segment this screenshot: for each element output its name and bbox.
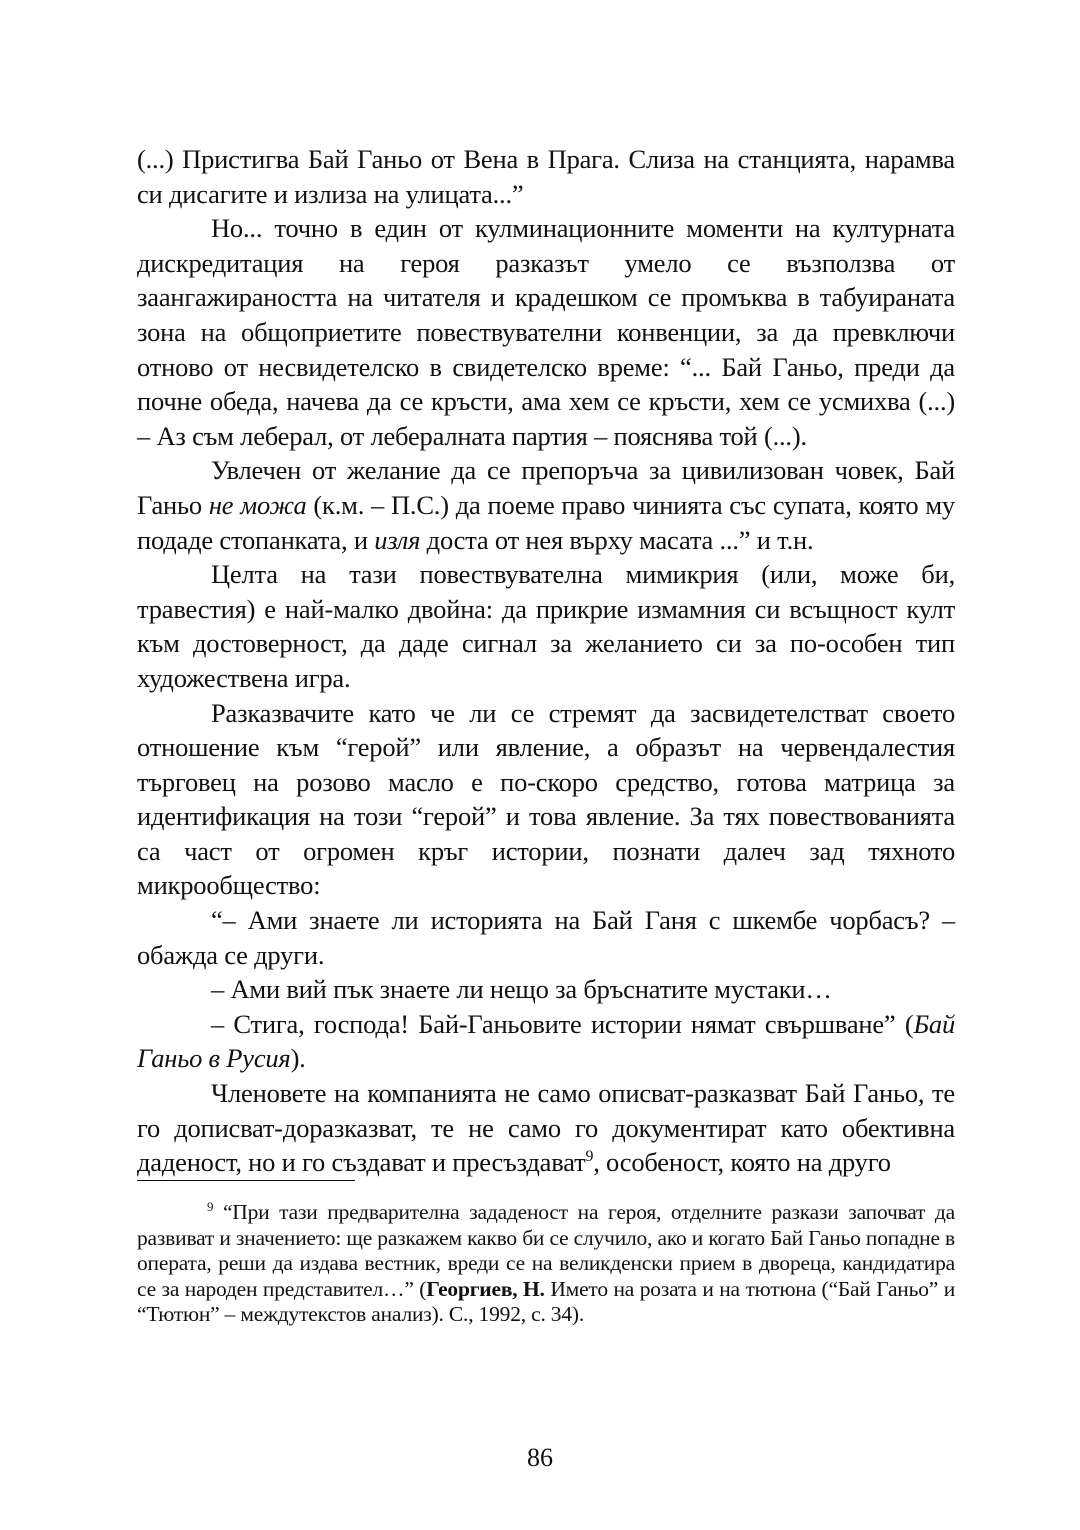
footnote-separator (137, 1180, 355, 1181)
emphasis-text: не можа (208, 489, 307, 520)
text-run: , особеност, която на друго (593, 1147, 891, 1178)
paragraph (137, 972, 955, 1007)
text-run: ). (290, 1043, 306, 1074)
footnote-marker: 9 (207, 1199, 214, 1214)
text-run: Името на розата и на тютюна (“Бай Ганьо” и “Тютюн” – междутекстов анализ). С., 1992, с. 34). (137, 1276, 956, 1326)
text-run: “– Ами знаете ли историята на Бай Ганя с шкембе чорбасъ? – обажда се други. (137, 905, 955, 970)
text-run: Членовете на компанията не само описват-разказват Бай Ганьо, те го дописват-доразказват, те не само го документират като обективна даденост, но и го създават и пресъздават (137, 1078, 955, 1178)
emphasis-text: Бай Ганьо в Русия (137, 1008, 955, 1074)
text-run: Но... точно в един от кулминационните моменти на културната дискредитация на героя разказът умело се възползва от заангажираността на читателя и крадешком се промъква в табуираната зона на общоприетите повествувателни конвенции, за да превключи отново от несвидетелско в свидетелско време: “... Бай Ганьо, преди да почне обеда, начева да се кръсти, ама хем се кръсти, хем се усмихва (...) – Аз съм леберал, от лебералната партия – пояснява той (...). (137, 213, 955, 451)
text-run: – Стига, господа! Бай-Ганьовите истории нямат свършване” ( (211, 1008, 914, 1039)
main-text (137, 142, 955, 1180)
paragraph (137, 453, 955, 557)
text-run: “При тази предварителна зададеност на героя, отделните разкази започват да развиват и значението: ще разкажем какво би се случило, ако и когато Бай Ганьо попадне в операта, реши да издава вестник, вреди се на великденски прием в двореца, кандидатира се за народен представител…” ( (137, 1200, 955, 1301)
paragraph (137, 557, 955, 695)
text-run: Целта на тази повествувателна мимикрия (или, може би, травестия) е най-малко двойна: да прикрие измамния си всъщност култ към достоверност, да даде сигнал за желанието си за по-особен тип художествена игра. (137, 559, 955, 693)
paragraph (137, 1076, 955, 1180)
paragraph (137, 696, 955, 904)
text-run: (к.м. – П.С.) да поеме право чинията със супата, която му подаде стопанката, и (137, 489, 955, 555)
text-run: доста от нея върху масата ...” и т.н. (420, 524, 814, 555)
footnote-text (137, 1200, 955, 1328)
text-run: – Ами вий пък знаете ли нещо за бръснатите мустаки… (211, 974, 832, 1005)
bold-text: Георгиев, Н. (426, 1276, 545, 1301)
footnote (137, 1200, 955, 1328)
text-run: Увлечен от желание да се препоръча за цивилизован човек, Бай Ганьо (137, 455, 955, 520)
paragraph (137, 1007, 955, 1076)
page-number: 86 (527, 1443, 553, 1472)
paragraph (137, 211, 955, 453)
text-run: (...) Пристигва Бай Ганьо от Вена в Прага. Слиза на станцията, нарамва си дисагите и излиза на улицата...” (137, 144, 955, 209)
footnote-marker: 9 (585, 1148, 594, 1166)
paragraph (137, 142, 955, 211)
text-run: Разказвачите като че ли се стремят да засвидетелстват своето отношение към “герой” или явление, а образът на червендалестия търговец на розово масло е по-скоро средство, готова матрица за идентификация на този “герой” и това явление. За тях повествованията са част от огромен кръг истории, познати далеч зад тяхното микрообщество: (137, 697, 955, 901)
emphasis-text: изля (374, 524, 421, 555)
paragraph (137, 903, 955, 972)
